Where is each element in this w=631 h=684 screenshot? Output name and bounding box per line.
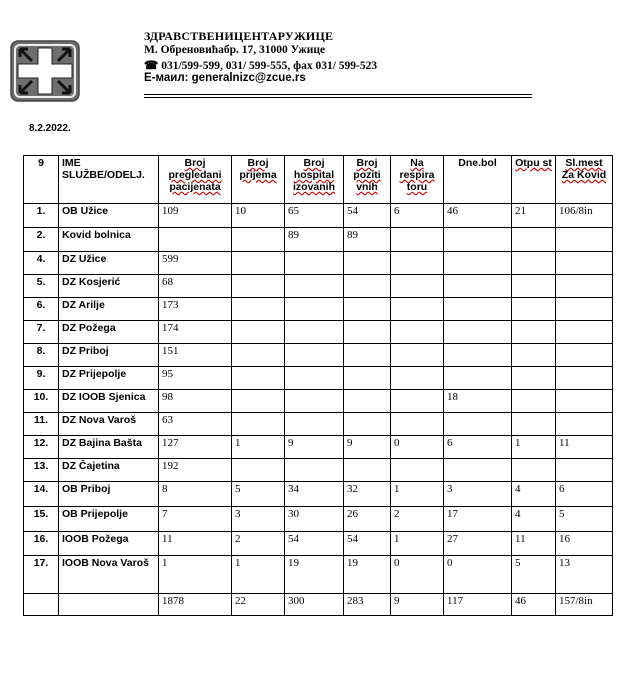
row-number: 13.: [24, 459, 59, 482]
table-cell: 63: [159, 413, 232, 436]
row-number: 8.: [24, 344, 59, 367]
table-cell: 2: [391, 507, 444, 532]
row-name: DZ Prijepolje: [59, 367, 159, 390]
table-cell: [232, 459, 285, 482]
row-number: 14.: [24, 482, 59, 507]
table-row: [24, 482, 613, 507]
table-cell: [444, 298, 512, 321]
table-cell: [556, 459, 613, 482]
table-cell: 192: [159, 459, 232, 482]
table-cell: 1: [232, 436, 285, 459]
table-cell: [512, 275, 556, 298]
org-email: Е-маил: generalnizc@zcue.rs: [144, 72, 306, 84]
table-cell: 1: [232, 556, 285, 594]
row-number: 12.: [24, 436, 59, 459]
table-cell: [444, 344, 512, 367]
table-cell: 26: [344, 507, 391, 532]
row-name: IOOB Nova Varoš: [59, 556, 159, 594]
table-cell: [556, 390, 613, 413]
row-name: DZ IOOB Sjenica: [59, 390, 159, 413]
table-cell: [344, 459, 391, 482]
row-number: 9.: [24, 367, 59, 390]
table-cell: 5: [232, 482, 285, 507]
table-cell: [512, 390, 556, 413]
table-cell: 46: [512, 594, 556, 616]
table-cell: [391, 252, 444, 275]
table-cell: [391, 344, 444, 367]
table-cell: [391, 367, 444, 390]
table-cell: 89: [344, 228, 391, 252]
table-cell: [391, 298, 444, 321]
table-cell: 7: [159, 507, 232, 532]
row-name: [59, 594, 159, 616]
table-cell: [285, 321, 344, 344]
table-row: [24, 413, 613, 436]
table-row: [24, 228, 613, 252]
table-cell: 117: [444, 594, 512, 616]
col-header: [391, 156, 444, 204]
row-name: DZ Priboj: [59, 344, 159, 367]
table-row: [24, 459, 613, 482]
col-header-text: Broj poziti vnih: [353, 157, 381, 193]
table-row: [24, 344, 613, 367]
org-name: ЗДРАВСТВЕНИЦЕНТАРУЖИЦЕ: [144, 29, 334, 43]
row-name: DZ Arilje: [59, 298, 159, 321]
table-cell: 18: [444, 390, 512, 413]
org-phones: [144, 58, 534, 72]
table-cell: 10: [232, 204, 285, 228]
table-cell: [232, 252, 285, 275]
table-cell: [556, 252, 613, 275]
col-header: [232, 156, 285, 204]
table-cell: 32: [344, 482, 391, 507]
table-cell: 174: [159, 321, 232, 344]
table-row: [24, 204, 613, 228]
table-cell: 9: [391, 594, 444, 616]
table-cell: [444, 228, 512, 252]
table-row: [24, 390, 613, 413]
org-phones-text: 031/599-599, 031/ 599-555, фах 031/ 599-523: [161, 60, 378, 72]
row-number: 1.: [24, 204, 59, 228]
table-cell: 1: [391, 532, 444, 556]
table-cell: 13: [556, 556, 613, 594]
table-cell: 1: [512, 436, 556, 459]
table-cell: [444, 459, 512, 482]
org-address: М. Обреновићабр. 17, 31000 Ужице: [144, 44, 326, 56]
table-cell: [232, 275, 285, 298]
table-cell: 89: [285, 228, 344, 252]
table-cell: [285, 390, 344, 413]
row-number: 7.: [24, 321, 59, 344]
table-cell: [344, 367, 391, 390]
report-table: [23, 155, 613, 616]
table-cell: [285, 275, 344, 298]
table-cell: 11: [512, 532, 556, 556]
col-header-text: Na respira toru: [399, 157, 435, 193]
table-cell: [556, 367, 613, 390]
table-cell: [512, 321, 556, 344]
row-name: OB Prijepolje: [59, 507, 159, 532]
table-cell: [556, 228, 613, 252]
letterhead: [144, 29, 534, 86]
table-cell: [444, 413, 512, 436]
table-cell: [556, 413, 613, 436]
table-cell: [344, 321, 391, 344]
table-cell: 0: [444, 556, 512, 594]
table-cell: 30: [285, 507, 344, 532]
table-cell: 6: [391, 204, 444, 228]
row-number: 16.: [24, 532, 59, 556]
table-cell: 9: [344, 436, 391, 459]
table-cell: [285, 344, 344, 367]
row-number: 5.: [24, 275, 59, 298]
table-cell: 300: [285, 594, 344, 616]
table-cell: 2: [232, 532, 285, 556]
table-cell: 34: [285, 482, 344, 507]
table-cell: 54: [285, 532, 344, 556]
table-cell: [444, 367, 512, 390]
table-cell: [285, 367, 344, 390]
col-header-text: Otpu st: [515, 157, 552, 169]
row-name: IOOB Požega: [59, 532, 159, 556]
table-cell: [159, 228, 232, 252]
table-cell: [444, 252, 512, 275]
table-cell: [512, 344, 556, 367]
table-cell: [444, 321, 512, 344]
row-number: 4.: [24, 252, 59, 275]
col-header-text: Broj pregledani pacijenata: [168, 157, 222, 193]
table-cell: 6: [444, 436, 512, 459]
table-cell: [232, 228, 285, 252]
row-number: 15.: [24, 507, 59, 532]
table-cell: 1878: [159, 594, 232, 616]
table-cell: 65: [285, 204, 344, 228]
table-cell: [232, 321, 285, 344]
table-cell: [391, 459, 444, 482]
col-header: [285, 156, 344, 204]
table-cell: [512, 459, 556, 482]
table-cell: 5: [556, 507, 613, 532]
row-number: 11.: [24, 413, 59, 436]
table-header-row: [24, 156, 613, 204]
table-cell: 0: [391, 556, 444, 594]
table-cell: [344, 413, 391, 436]
header-rule-double: [144, 97, 532, 98]
col-header: [159, 156, 232, 204]
table-cell: [232, 413, 285, 436]
table-cell: [232, 344, 285, 367]
table-cell: 599: [159, 252, 232, 275]
table-cell: 151: [159, 344, 232, 367]
table-cell: [512, 252, 556, 275]
table-row: [24, 275, 613, 298]
table-cell: 17: [444, 507, 512, 532]
table-cell: [512, 228, 556, 252]
table-cell: [285, 459, 344, 482]
table-row: [24, 532, 613, 556]
table-cell: 16: [556, 532, 613, 556]
table-cell: [232, 390, 285, 413]
row-number: [24, 594, 59, 616]
table-cell: [285, 413, 344, 436]
row-number: 17.: [24, 556, 59, 594]
table-cell: 95: [159, 367, 232, 390]
table-cell: 11: [159, 532, 232, 556]
table-cell: 27: [444, 532, 512, 556]
table-cell: [232, 298, 285, 321]
table-cell: [344, 275, 391, 298]
table-cell: [556, 321, 613, 344]
table-cell: [344, 390, 391, 413]
row-name: OB Užice: [59, 204, 159, 228]
row-name: Kovid bolnica: [59, 228, 159, 252]
row-name: OB Priboj: [59, 482, 159, 507]
row-number: 2.: [24, 228, 59, 252]
row-name: DZ Požega: [59, 321, 159, 344]
phone-icon: ☎: [144, 60, 162, 72]
table-cell: [556, 298, 613, 321]
table-cell: [232, 367, 285, 390]
col-header-text: Broj prijema: [239, 157, 277, 181]
table-cell: 127: [159, 436, 232, 459]
report-date: 8.2.2022.: [29, 123, 71, 134]
table-cell: [556, 344, 613, 367]
row-name: DZ Čajetina: [59, 459, 159, 482]
table-cell: [344, 344, 391, 367]
table-cell: 11: [556, 436, 613, 459]
table-cell: 98: [159, 390, 232, 413]
table-row: [24, 252, 613, 275]
row-name: DZ Užice: [59, 252, 159, 275]
header-rule: [144, 94, 532, 95]
table-cell: [512, 413, 556, 436]
table-cell: 19: [344, 556, 391, 594]
table-cell: 46: [444, 204, 512, 228]
table-cell: 173: [159, 298, 232, 321]
row-name: DZ Kosjerić: [59, 275, 159, 298]
table-row: [24, 321, 613, 344]
row-number: 6.: [24, 298, 59, 321]
table-cell: [391, 390, 444, 413]
table-cell: [344, 252, 391, 275]
table-cell: [444, 275, 512, 298]
table-cell: 106/8in: [556, 204, 613, 228]
table-row: [24, 594, 613, 616]
logo-icon: [10, 40, 80, 102]
col-header-text: Sl.mest Za Kovid: [561, 157, 607, 181]
table-cell: [344, 298, 391, 321]
table-cell: [391, 413, 444, 436]
table-cell: 9: [285, 436, 344, 459]
table-cell: [285, 252, 344, 275]
table-cell: 3: [232, 507, 285, 532]
col-header: [344, 156, 391, 204]
col-header: Dne.bol: [444, 156, 512, 204]
col-header-text: Broj hospital izovanih: [292, 157, 335, 193]
table-cell: 4: [512, 482, 556, 507]
table-row: [24, 556, 613, 594]
table-cell: 5: [512, 556, 556, 594]
col-header: [556, 156, 613, 204]
table-cell: [391, 228, 444, 252]
table-cell: 1: [159, 556, 232, 594]
row-name: DZ Nova Varoš: [59, 413, 159, 436]
table-cell: [512, 298, 556, 321]
table-cell: 54: [344, 532, 391, 556]
table-row: [24, 436, 613, 459]
table-cell: 109: [159, 204, 232, 228]
table-cell: 6: [556, 482, 613, 507]
table-cell: 283: [344, 594, 391, 616]
table-cell: [556, 275, 613, 298]
table-cell: 54: [344, 204, 391, 228]
table-cell: 0: [391, 436, 444, 459]
table-cell: [512, 367, 556, 390]
table-cell: [391, 321, 444, 344]
table-cell: 1: [391, 482, 444, 507]
table-cell: 22: [232, 594, 285, 616]
table-cell: [391, 275, 444, 298]
row-name: DZ Bajina Bašta: [59, 436, 159, 459]
col-header: IME SLUŽBE/ODELJ.: [59, 156, 159, 204]
table-cell: 19: [285, 556, 344, 594]
col-header: [512, 156, 556, 204]
table-cell: 21: [512, 204, 556, 228]
row-number: 10.: [24, 390, 59, 413]
table-row: [24, 507, 613, 532]
col-header: 9: [24, 156, 59, 204]
table-cell: 8: [159, 482, 232, 507]
table-row: [24, 298, 613, 321]
table-cell: 68: [159, 275, 232, 298]
table-cell: [285, 298, 344, 321]
table-cell: 157/8in: [556, 594, 613, 616]
table-row: [24, 367, 613, 390]
table-cell: 4: [512, 507, 556, 532]
table-cell: 3: [444, 482, 512, 507]
table-body: [24, 204, 613, 616]
